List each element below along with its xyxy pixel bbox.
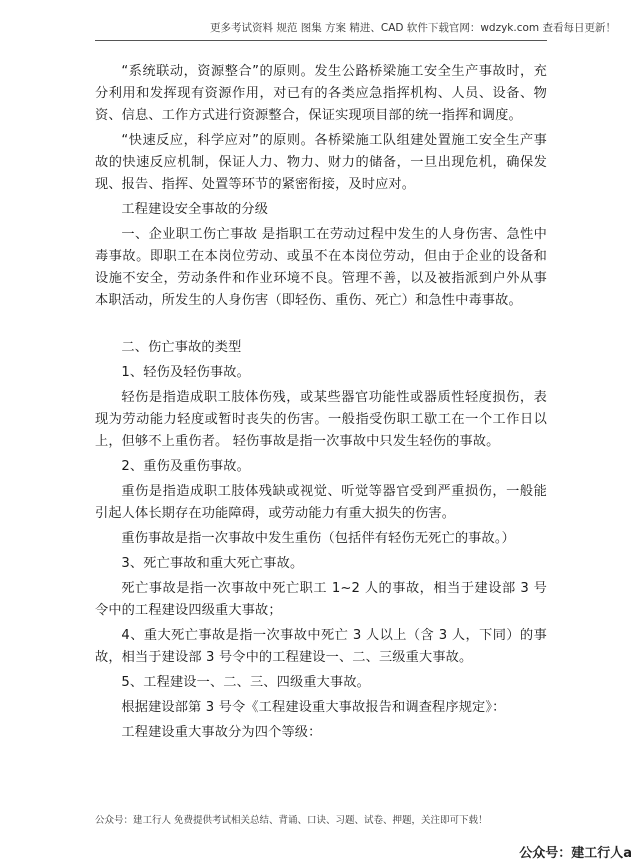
paragraph-regulation-reference: 根据建设部第 3 号令《工程建设重大事故报告和调查程序规定》： xyxy=(121,700,506,715)
paragraph-minor-injury: 轻伤是指造成职工肢体伤残，或某些器官功能性或器质性轻度损伤，表现为劳动能力轻度或暂时丧失的伤害。一般指受伤职工歇工在一个工作日以上，但够不上重伤者。 轻伤事故是指一次事故中只发生轻伤的事故。 xyxy=(95,390,547,449)
document-body xyxy=(95,61,547,747)
paragraph-serious-accident: 重伤事故是指一次事故中发生重伤（包括伴有轻伤无死亡的事故。） xyxy=(121,531,515,546)
section-heading-accident-grading: 工程建设安全事故的分级 xyxy=(121,202,269,217)
item-heading-serious-injury: 2、重伤及重伤事故。 xyxy=(121,459,250,474)
item-heading-major-accidents: 5、工程建设一、二、三、四级重大事故。 xyxy=(121,675,371,690)
paragraph-fatal-accident: 死亡事故是指一次事故中死亡职工 1~2 人的事故，相当于建设部 3 号令中的工程建设四级重大事故； xyxy=(95,581,547,618)
paragraph-system-linkage: “系统联动，资源整合”的原则。发生公路桥梁施工安全生产事故时，充分利用和发挥现有资源作用，对已有的各类应急指挥机构、人员、设备、物资、信息、工作方式进行资源整合，保证实现项目部的统一指挥和调度。 xyxy=(95,64,547,123)
watermark: 公众号：建工行人a xyxy=(519,846,632,861)
item-heading-minor-injury: 1、轻伤及轻伤事故。 xyxy=(121,365,250,380)
item-heading-fatal-accident: 3、死亡事故和重大死亡事故。 xyxy=(121,556,304,571)
paragraph-four-levels: 工程建设重大事故分为四个等级： xyxy=(121,725,322,740)
paragraph-major-fatal-accident: 4、重大死亡事故是指一次事故中死亡 3 人以上（含 3 人，下同）的事故，相当于建设部 3 号令中的工程建设一、二、三级重大事故。 xyxy=(95,628,547,665)
paragraph-employee-casualty: 一、企业职工伤亡事故 是指职工在劳动过程中发生的人身伤害、急性中毒事故。即职工在本岗位劳动、或虽不在本岗位劳动，但由于企业的设备和设施不安全，劳动条件和作业环境不良。管理不善，以及被指派到户外从事本职活动，所发生的人身伤害（即轻伤、重伤、死亡）和急性中毒事故。 xyxy=(95,227,547,308)
section-heading-casualty-types: 二、伤亡事故的类型 xyxy=(121,340,242,355)
paragraph-serious-injury: 重伤是指造成职工肢体残缺或视觉、听觉等器官受到严重损伤，一般能引起人体长期存在功能障碍，或劳动能力有重大损失的伤害。 xyxy=(95,484,547,521)
paragraph-rapid-response: “快速反应，科学应对”的原则。各桥梁施工队组建处置施工安全生产事故的快速反应机制，保证人力、物力、财力的储备，一旦出现危机，确保发现、报告、指挥、处置等环节的紧密衔接，及时应对。 xyxy=(95,133,547,192)
page-footer: 公众号：建工行人 免费提供考试相关总结、背诵、口诀、习题、试卷、押题，关注即可下载！ xyxy=(95,815,488,826)
page-header: 更多考试资料 规范 图集 方案 精进、CAD 软件下载官网：wdzyk.com 查看每日更新！ xyxy=(210,22,616,34)
header-divider xyxy=(95,40,547,41)
